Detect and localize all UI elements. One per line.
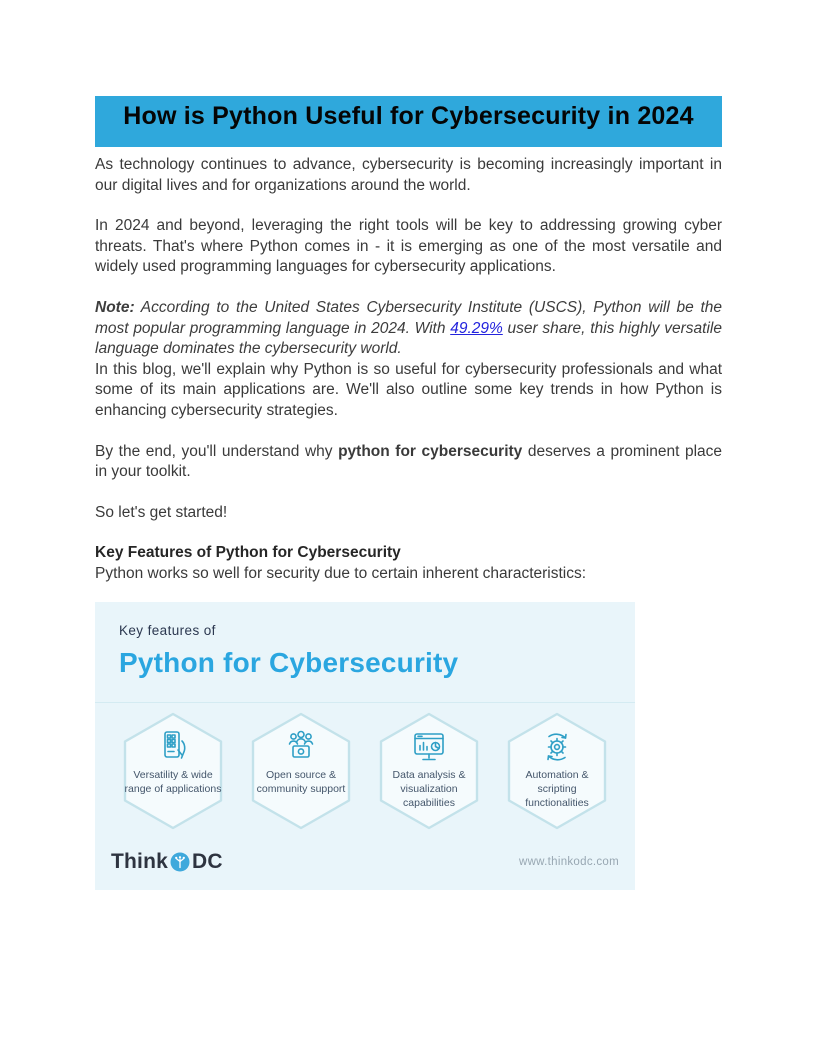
thinkodc-logo [111,850,223,874]
usage-share-link[interactable]: 49.29% [450,319,503,337]
p5-text-before: By the end, you'll understand why [95,442,339,460]
feature-hexagon-row [95,703,635,840]
infographic-title: Python for Cybersecurity [119,646,459,678]
section-heading-key-features: Key Features of Python for Cybersecurity [95,544,401,562]
feature-card-open-source [248,711,354,831]
feature-card-versatility [120,711,226,831]
note-text-after-link: user share, this highly versatile language dominates the cybersecurity world. [95,319,722,358]
feature-label: Open source & community support [256,769,346,795]
p5-text-after: deserves a prominent place in your toolkit. [95,442,723,481]
paragraph-characteristics: Python works so well for security due to certain inherent characteristics: [95,564,587,582]
paragraph-tools: In 2024 and beyond, leveraging the right tools will be key to addressing growing cyber threats. That's where Python comes in - it is emerging as one of the most versatile and widely used programming languages for cybersecurity applications. [95,217,722,276]
community-icon [281,727,321,767]
logo-text-dc: DC [192,849,223,873]
mobile-apps-icon [153,727,193,767]
paragraph-by-the-end [95,442,722,483]
feature-card-data-analysis [376,711,482,831]
logo-text-think: Think [111,849,168,873]
infographic-panel [95,602,635,890]
note-label: Note: [95,298,135,316]
feature-card-automation [504,711,610,831]
paragraph-note [95,298,722,360]
python-for-cybersecurity-keyword: python for cybersecurity [338,442,523,460]
paragraph-intro: As technology continues to advance, cybersecurity is becoming increasingly important in our digital lives and for organizations around the world. [95,156,722,194]
paragraph-blog-overview: In this blog, we'll explain why Python is so useful for cybersecurity professionals and what some of its main applications are. We'll also outline some key trends in how Python is enhancing cybersecurity strategies. [95,360,722,419]
page-title: How is Python Useful for Cybersecurity in 2024 [123,102,694,130]
paragraph-get-started: So let's get started! [95,503,228,521]
feature-label: Automation & scripting functionalities [525,769,589,809]
feature-label: Data analysis & visualization capabilities [392,769,466,809]
automation-gear-icon [537,727,577,767]
infographic-kicker: Key features of [119,622,216,638]
website-url: www.thinkodc.com [518,855,619,868]
data-chart-icon [409,727,449,767]
infographic-header [95,602,635,703]
feature-label: Versatility & wide range of applications [124,769,222,795]
infographic-footer [95,840,635,890]
note-text-before-link: According to the United States Cybersecurity Institute (USCS), Python will be the most popular programming language in 2024. With [95,298,722,337]
thinkodc-logo-icon [170,852,190,872]
article-title-banner [95,96,722,147]
document-page [95,96,722,890]
